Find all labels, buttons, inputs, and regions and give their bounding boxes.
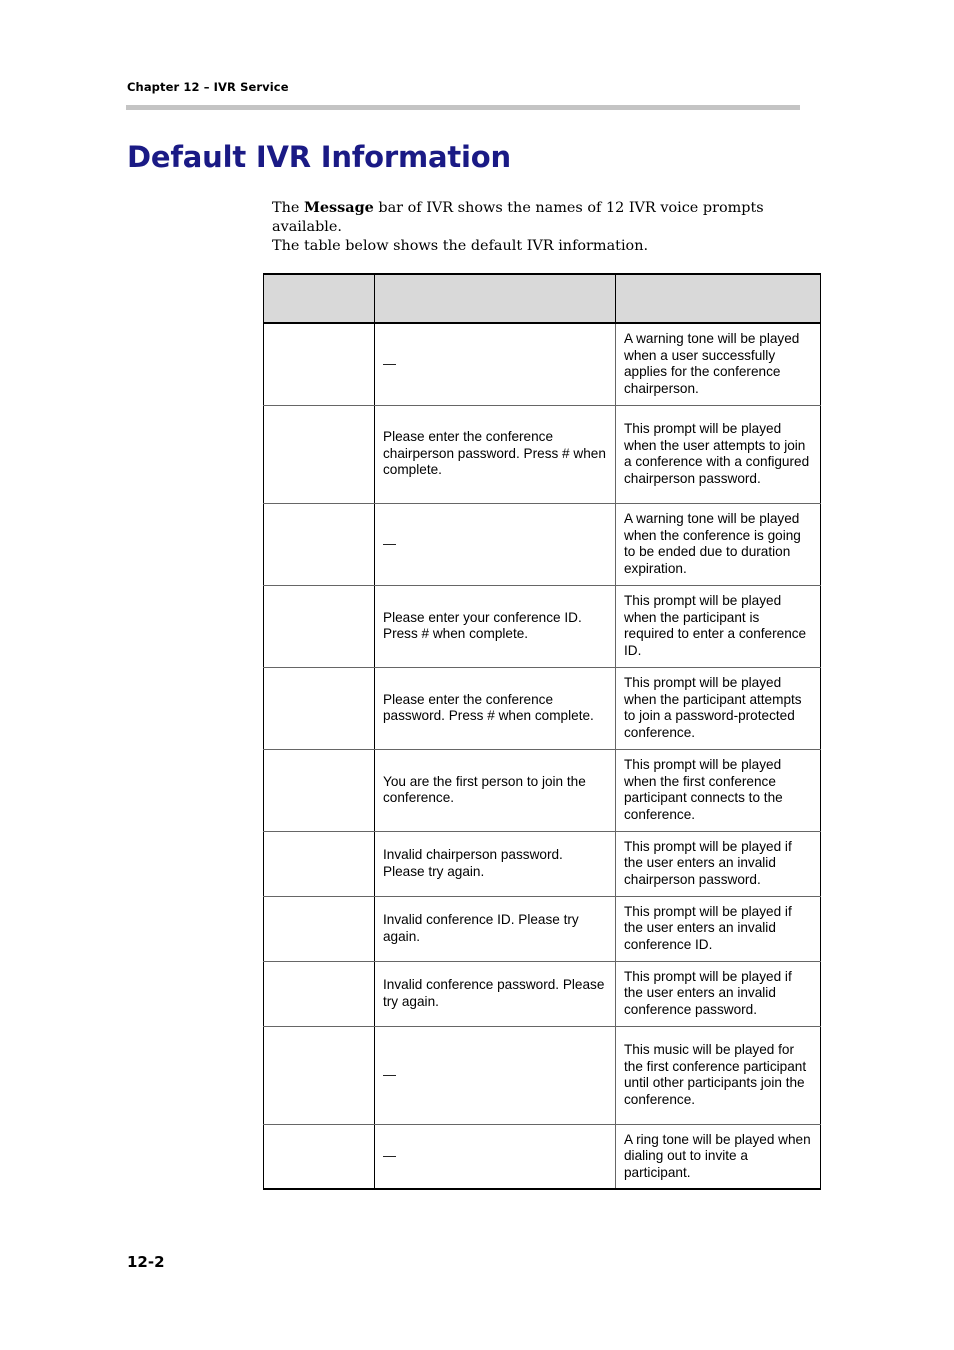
name-cell: [264, 749, 375, 831]
table-header-row: [264, 274, 821, 323]
description-cell: This prompt will be played if the user enters an invalid conference password.: [616, 961, 821, 1026]
name-cell: [264, 323, 375, 405]
table-row: [264, 896, 821, 961]
description-cell: This prompt will be played if the user enters an invalid conference ID.: [616, 896, 821, 961]
name-cell: [264, 405, 375, 503]
name-cell: [264, 961, 375, 1026]
description-cell: A warning tone will be played when a user successfully applies for the conference chairperson.: [616, 323, 821, 405]
intro-bold-term: Message: [303, 199, 374, 216]
name-cell: [264, 667, 375, 749]
table-row: [264, 323, 821, 405]
prompt-cell: Invalid conference ID. Please try again.: [375, 896, 616, 961]
prompt-cell: Please enter your conference ID. Press # when complete.: [375, 585, 616, 667]
description-cell: This prompt will be played when the participant is required to enter a conference ID.: [616, 585, 821, 667]
running-header: Chapter 12 – IVR Service: [127, 80, 289, 94]
prompt-cell: —: [375, 1124, 616, 1189]
intro-second-line: The table below shows the default IVR information.: [272, 238, 649, 254]
table-row: [264, 503, 821, 585]
table-row: [264, 961, 821, 1026]
prompt-cell: Please enter the conference password. Press # when complete.: [375, 667, 616, 749]
page-number: 12-2: [127, 1253, 165, 1271]
prompt-cell: You are the first person to join the conference.: [375, 749, 616, 831]
table-row: [264, 405, 821, 503]
name-cell: [264, 896, 375, 961]
name-cell: [264, 1124, 375, 1189]
prompt-cell: —: [375, 323, 616, 405]
description-cell: This music will be played for the first conference participant until other participants join the conference.: [616, 1026, 821, 1124]
intro-text-end: bar of IVR shows the names of 12 IVR voice prompts available.: [272, 200, 764, 235]
name-cell: [264, 1026, 375, 1124]
table-row: [264, 585, 821, 667]
page-title: Default IVR Information: [127, 140, 511, 174]
table-row: [264, 1026, 821, 1124]
prompt-cell: Invalid chairperson password. Please try again.: [375, 831, 616, 896]
prompt-cell: Invalid conference password. Please try again.: [375, 961, 616, 1026]
description-cell: This prompt will be played when the participant attempts to join a password-protected conference.: [616, 667, 821, 749]
name-cell: [264, 585, 375, 667]
description-cell: This prompt will be played when the first conference participant connects to the conference.: [616, 749, 821, 831]
ivr-info-table: [263, 273, 821, 1190]
name-cell: [264, 503, 375, 585]
header-cell-3: [616, 274, 821, 323]
table-row: [264, 1124, 821, 1189]
description-cell: This prompt will be played if the user enters an invalid chairperson password.: [616, 831, 821, 896]
prompt-cell: —: [375, 1026, 616, 1124]
header-rule: [126, 105, 800, 110]
table-row: [264, 831, 821, 896]
description-cell: A ring tone will be played when dialing out to invite a participant.: [616, 1124, 821, 1189]
name-cell: [264, 831, 375, 896]
prompt-cell: —: [375, 503, 616, 585]
description-cell: This prompt will be played when the user attempts to join a conference with a configured chairperson password.: [616, 405, 821, 503]
header-cell-1: [264, 274, 375, 323]
header-cell-2: [375, 274, 616, 323]
intro-text-start: The: [272, 200, 304, 216]
prompt-cell: Please enter the conference chairperson password. Press # when complete.: [375, 405, 616, 503]
intro-paragraph: [272, 198, 832, 256]
table-row: [264, 667, 821, 749]
description-cell: A warning tone will be played when the conference is going to be ended due to duration expiration.: [616, 503, 821, 585]
table-row: [264, 749, 821, 831]
